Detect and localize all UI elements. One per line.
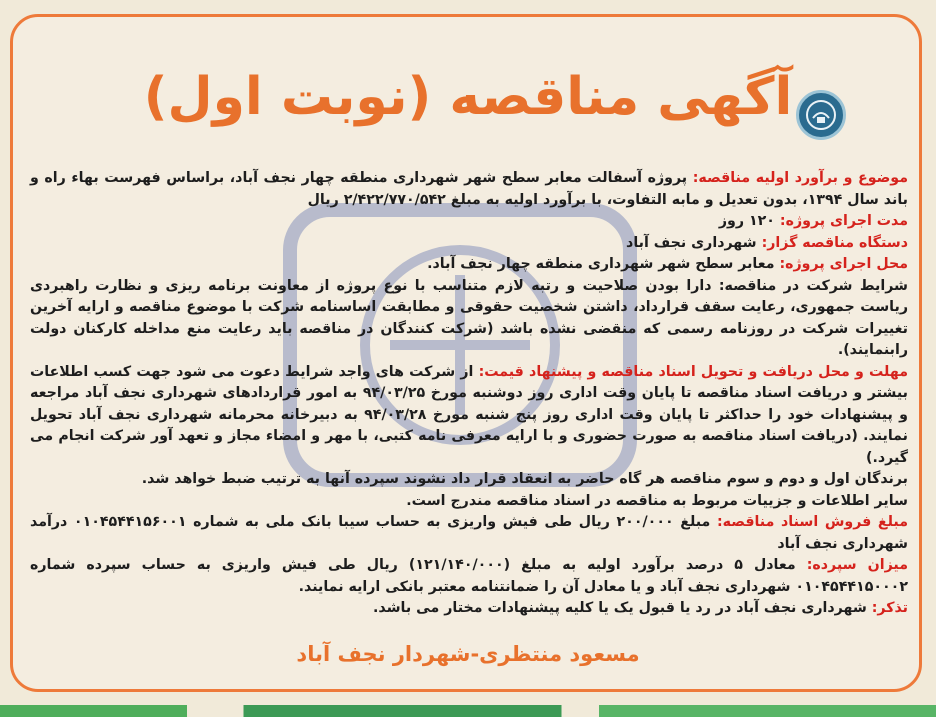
organizer-text: شهرداری نجف آباد <box>626 234 762 251</box>
note-label: تذکر: <box>871 600 908 616</box>
other-info-text: سایر اطلاعات و جزییات مربوط به مناقصه در اسناد مناقصه مندرج است. <box>406 492 908 509</box>
location-text: معابر سطح شهر شهرداری منطقه چهار نجف آباد. <box>427 256 780 272</box>
signature: مسعود منتظری-شهردار نجف آباد <box>296 642 640 666</box>
bottom-decorative-strip <box>0 705 936 717</box>
notice-title: آگهی مناقصه (نوبت اول) <box>143 67 793 127</box>
duration-label: مدت اجرای پروژه: <box>779 213 908 229</box>
deposit-label: میزان سپرده: <box>806 557 908 573</box>
paragraph-organizer <box>30 233 908 255</box>
winners-text: برندگان اول و دوم و سوم مناقصه هر گاه حاضر به انعقاد قرار داد نشوند سپرده آنها به ترتیب ضبط خواهد شد. <box>141 471 908 487</box>
paragraph-note <box>30 598 908 620</box>
organizer-label: دستگاه مناقصه گزار: <box>761 234 908 251</box>
document-price-label: مبلغ فروش اسناد مناقصه: <box>716 514 908 530</box>
conditions-text: شرایط شرکت در مناقصه: دارا بودن صلاحیت و رتبه لازم متناسب با نوع پروژه از معاونت برنامه ریزی و نظارت راهبردی ریاست جمهوری، رعایت سقف قرارداد، داشتن شخصیت حقوقی و مطابقت اساسنامه شرکت با موضوع مناقصه و ارایه آخرین تغییرات شرکت در روزنامه رسمی که منقضی نشده باشد (شرکت کنندگان در مناقصه باید رعایت منع مداخله کارکنان دولت رابنمایند). <box>30 277 908 358</box>
paragraph-deposit <box>30 555 908 598</box>
note-text: شهرداری نجف آباد در رد یا قبول یک یا کلیه پیشنهادات مختار می باشد. <box>373 600 872 616</box>
location-label: محل اجرای پروژه: <box>779 256 908 272</box>
subject-label: موضوع و برآورد اولیه مناقصه: <box>692 170 908 186</box>
paragraph-location <box>30 254 908 276</box>
deadline-label: مهلت و محل دریافت و تحویل اسناد مناقصه و پیشنهاد قیمت: <box>478 363 908 380</box>
duration-text: ۱۲۰ روز <box>718 213 780 229</box>
document-price-text: مبلغ ۲۰۰/۰۰۰ ریال طی فیش واریزی به حساب سیبا بانک ملی به شماره ۰۱۰۴۵۴۴۱۵۶۰۰۱ درآمد شهرداری نجف آباد <box>30 514 908 552</box>
subject-text: پروژه آسفالت معابر سطح شهر شهرداری منطقه چهار نجف آباد، براساس فهرست بهاء راه و باند سال ۱۳۹۴، بدون تعدیل و مابه التفاوت، با برآورد اولیه به مبلغ ۲/۴۲۲/۷۷۰/۵۴۲ ریال <box>30 170 908 208</box>
paragraph-other-info <box>30 491 908 513</box>
deposit-text: معادل ۵ درصد برآورد اولیه به مبلغ (۱۲۱/۱۴۰/۰۰۰) ریال طی فیش واریزی به حساب سپرده شماره ۰۱۰۴۵۴۴۱۵۰۰۰۲ شهرداری نجف آباد و یا معادل آن را ضمانتنامه معتبر بانکی ارایه نمایند. <box>30 557 908 595</box>
paragraph-deadline <box>30 362 908 470</box>
paragraph-duration <box>30 211 908 233</box>
notice-body <box>30 168 908 620</box>
paragraph-subject <box>30 168 908 211</box>
header <box>0 52 936 142</box>
deadline-text: از شرکت های واجد شرایط دعوت می شود جهت کسب اطلاعات بیشتر و دریافت اسناد مناقصه تا پایان وقت اداری روز دوشنبه مورخ ۹۴/۰۳/۲۵ به امور قراردادهای شهرداری نجف آباد مراجعه و پیشنهادات خود را حداکثر تا پایان وقت اداری روز پنج شنبه مورخ ۹۴/۰۳/۲۸ به دبیرخانه محرمانه شهرداری نجف آباد تحویل نمایند. (دریافت اسناد مناقصه به صورت حضوری و با ارایه معرفی نامه کتبی، با مهر و امضاء مجاز و تعهد آور شرکت انجام می گیرد.) <box>30 363 908 466</box>
paragraph-conditions <box>30 276 908 362</box>
paragraph-document-price <box>30 512 908 555</box>
paragraph-winners <box>30 469 908 491</box>
municipality-emblem-icon <box>796 90 846 140</box>
